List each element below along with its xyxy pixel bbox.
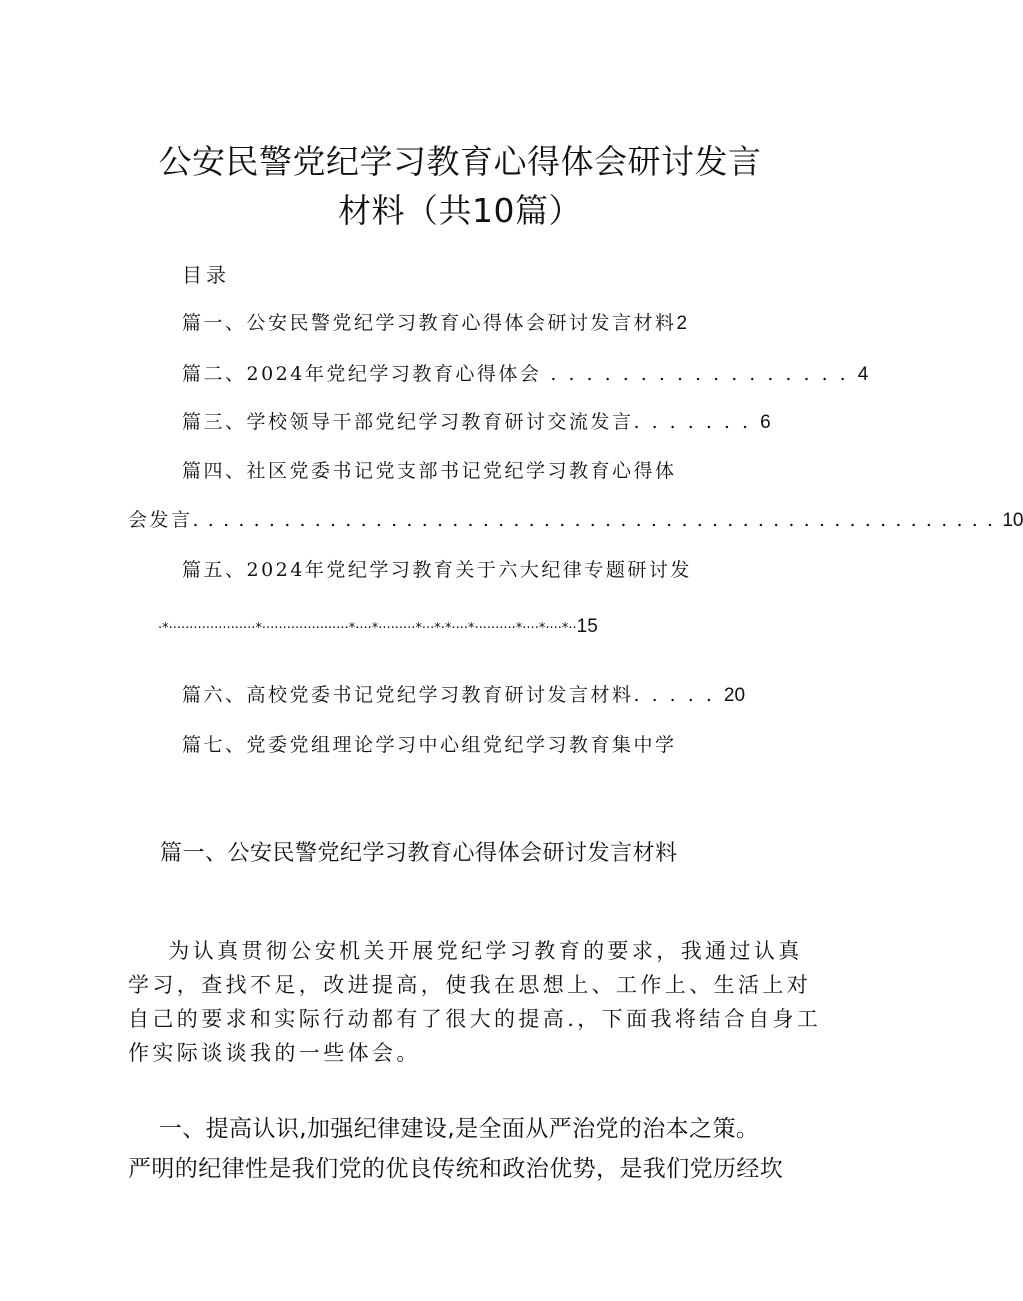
toc-page-number: 4 xyxy=(857,364,869,385)
document-title-line-1: 公安民警党纪学习教育心得体会研讨发言 xyxy=(158,142,762,181)
toc-entry-2[interactable] xyxy=(182,360,869,389)
paragraph-line: 为认真贯彻公安机关开展党纪学习教育的要求，我通过认真 xyxy=(128,939,803,963)
section-heading: 篇一、公安民警党纪学习教育心得体会研讨发言材料 xyxy=(160,841,678,866)
toc-leader-dots: . . . . . . . . . . . . . . . . . xyxy=(541,363,858,385)
document-title-line-2: 材料（共10篇） xyxy=(338,191,582,230)
paragraph-line: 学习，查找不足，改进提高，使我在思想上、工作上、生活上对 xyxy=(128,973,812,997)
paragraph-line: 自己的要求和实际行动都有了很大的提高.，下面我将结合自身工 xyxy=(128,1007,822,1031)
toc-entry-4-continued[interactable] xyxy=(128,506,1023,535)
toc-entry-text: 篇六、高校党委书记党纪学习教育研讨发言材料 xyxy=(182,684,634,706)
toc-page-number: 2 xyxy=(676,313,688,334)
toc-entry-text: 篇五、2024年党纪学习教育关于六大纪律专题研讨发 xyxy=(182,559,692,581)
toc-page-number: 10 xyxy=(1002,510,1023,531)
toc-page-number: 15 xyxy=(576,616,598,637)
paragraph-line: 作实际谈谈我的一些体会。 xyxy=(128,1041,421,1065)
paragraph-line: 一、提高认识,加强纪律建设,是全面从严治党的治本之策。 xyxy=(128,1116,760,1142)
toc-entry-1[interactable] xyxy=(182,309,762,338)
toc-entry-5-continued[interactable] xyxy=(158,613,778,643)
toc-page-number: 20 xyxy=(723,685,746,706)
toc-entry-5[interactable] xyxy=(182,556,762,585)
toc-entry-text: 篇一、公安民警党纪学习教育心得体会研讨发言材料 xyxy=(182,312,677,334)
toc-entry-4[interactable] xyxy=(182,457,762,486)
toc-leader-dots: ·*·····················*·····················*····*·········*···*·*····*··········*····*····*·· xyxy=(158,621,577,636)
toc-entry-6[interactable] xyxy=(182,681,762,710)
paragraph-line: 严明的纪律性是我们党的优良传统和政治优势，是我们党历经坎 xyxy=(128,1156,784,1182)
toc-leader-dots: . . . . . . . . . . . . . . . . . . . . . . . . . . . . . . . . . . . . . . . . . . . . . . . . . . . . . xyxy=(192,509,1003,531)
toc-page-number: 6 xyxy=(760,412,771,433)
toc-leader-dots: . . . . . xyxy=(633,684,724,706)
toc-leader-dots: . . . . . . . xyxy=(633,411,761,433)
toc-entry-text: 篇三、学校领导干部党纪学习教育研讨交流发言 xyxy=(182,411,634,433)
toc-entry-text: 会发言 xyxy=(128,509,193,531)
toc-heading: 目录 xyxy=(182,263,230,287)
toc-entry-text: 篇四、社区党委书记党支部书记党纪学习教育心得体 xyxy=(182,460,677,482)
body-paragraph-1 xyxy=(128,934,822,1070)
toc-entry-text: 篇二、2024年党纪学习教育心得体会 xyxy=(182,363,542,385)
toc-entry-3[interactable] xyxy=(182,408,771,437)
toc-entry-7[interactable] xyxy=(182,731,762,760)
body-paragraph-2 xyxy=(128,1109,794,1189)
toc-entry-text: 篇七、党委党组理论学习中心组党纪学习教育集中学 xyxy=(182,734,677,756)
